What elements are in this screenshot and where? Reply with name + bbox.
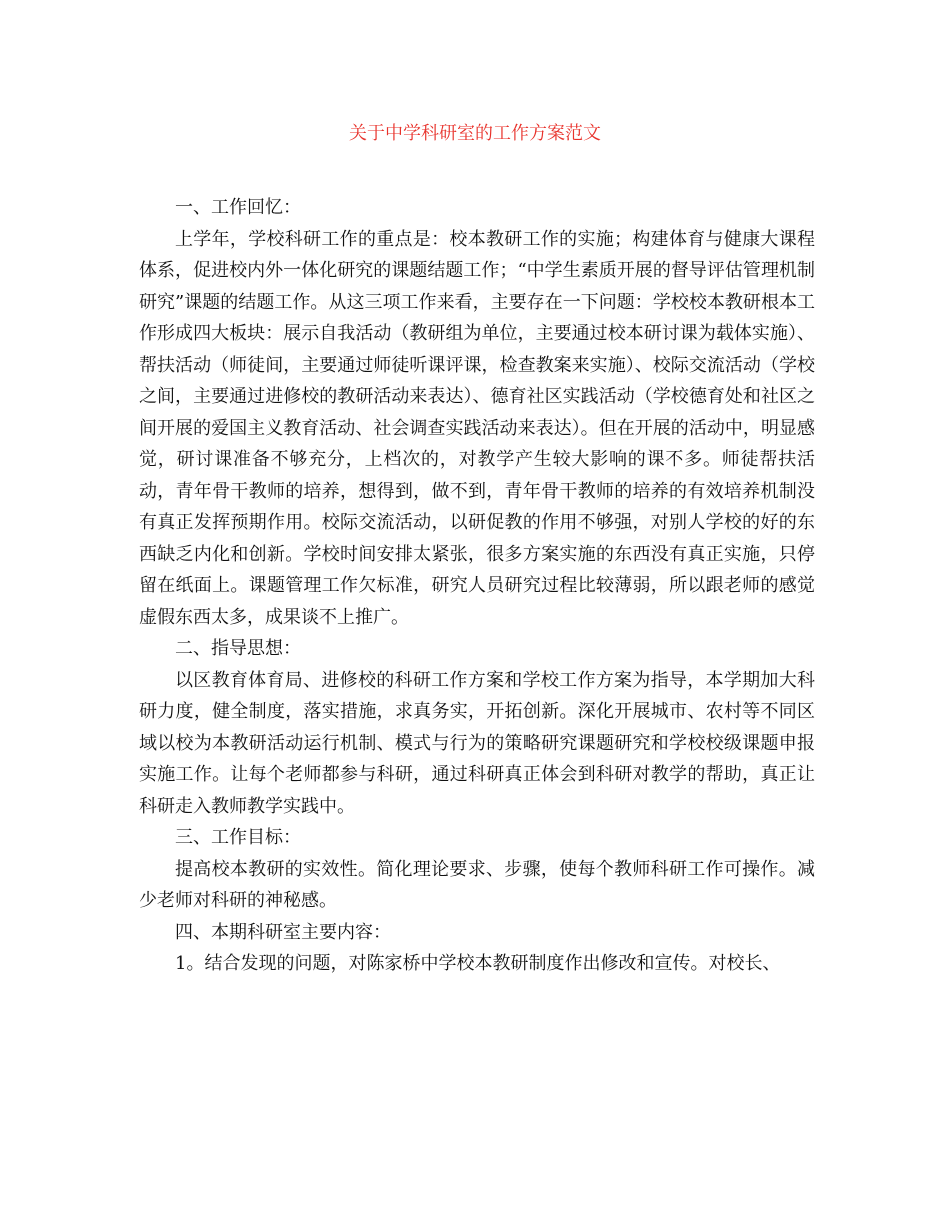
paragraph-goals: 提高校本教研的实效性。简化理论要求、步骤，使每个教师科研工作可操作。减少老师对科研的神秘感。	[139, 858, 815, 911]
section-heading-goals: 三、工作目标：	[175, 827, 301, 848]
document-body	[139, 192, 815, 980]
paragraph-guiding-idea: 以区教育体育局、进修校的科研工作方案和学校工作方案为指导，本学期加大科研力度，健全制度，落实措施，求真务实，开拓创新。深化开展城市、农村等不同区域以校为本教研活动运行机制、模式与行为的策略研究课题研究和学校校级课题申报实施工作。让每个老师都参与科研，通过科研真正体会到科研对教学的帮助，真正让科研走入教师教学实践中。	[139, 669, 815, 817]
section-heading-main-content: 四、本期科研室主要内容：	[175, 921, 391, 943]
paragraph-item-1: 1。结合发现的问题，对陈家桥中学校本教研制度作出修改和宣传。对校长、	[175, 953, 781, 974]
section-heading-review: 一、工作回忆：	[175, 197, 301, 218]
section-heading-guiding-idea: 二、指导思想：	[175, 638, 301, 659]
paragraph-review: 上学年，学校科研工作的重点是：校本教研工作的实施；构建体育与健康大课程体系，促进校内外一体化研究的课题结题工作；“中学生素质开展的督导评估管理机制研究”课题的结题工作。从这三项工作来看，主要存在一下问题：学校校本教研根本工作形成四大板块：展示自我活动（教研组为单位，主要通过校本研讨课为载体实施）、帮扶活动（师徒间，主要通过师徒听课评课，检查教案来实施）、校际交流活动（学校之间，主要通过进修校的教研活动来表达）、德育社区实践活动（学校德育处和社区之间开展的爱国主义教育活动、社会调查实践活动来表达）。但在开展的活动中，明显感觉，研讨课准备不够充分，上档次的，对教学产生较大影响的课不多。师徒帮扶活动，青年骨干教师的培养，想得到，做不到，青年骨干教师的培养的有效培养机制没有真正发挥预期作用。校际交流活动，以研促教的作用不够强，对别人学校的好的东西缺乏内化和创新。学校时间安排太紧张，很多方案实施的东西没有真正实施，只停留在纸面上。课题管理工作欠标准，研究人员研究过程比较薄弱，所以跟老师的感觉虚假东西太多，成果谈不上推广。	[139, 228, 815, 628]
document-title: 关于中学科研室的工作方案范文	[349, 123, 601, 144]
